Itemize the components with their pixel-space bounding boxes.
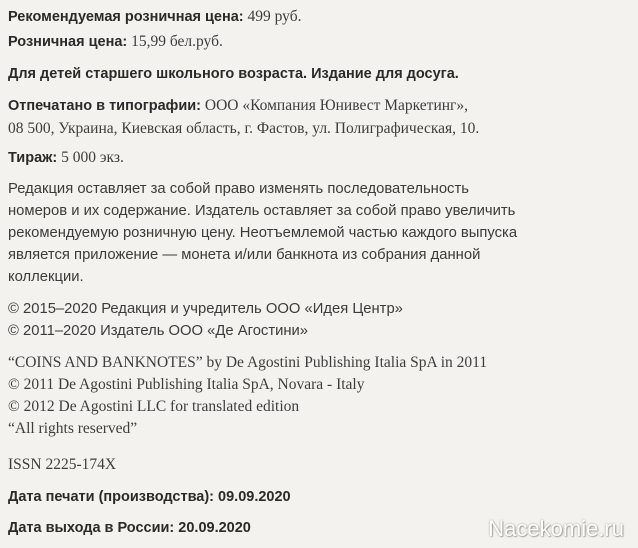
audience-text: Для детей старшего школьного возраста. Издание для досуга. — [8, 66, 459, 82]
recommended-price-line — [8, 6, 302, 28]
copyright-ru-1: © 2015–2020 Редакция и учредитель ООО «Идея Центр» — [8, 301, 403, 317]
recommended-price-label: Рекомендуемая розничная цена: — [8, 9, 244, 25]
notice-line-1: Редакция оставляет за собой право изменять последовательность — [8, 181, 469, 197]
retail-price-value: 15,99 бел.руб. — [127, 33, 223, 50]
retail-price-line — [8, 31, 223, 53]
printed-label: Отпечатано в типографии: — [8, 98, 202, 114]
circulation-line — [8, 147, 124, 169]
copyright-ru-2: © 2011–2020 Издатель ООО «Де Агостини» — [8, 323, 309, 339]
printed-line-1 — [8, 95, 468, 117]
watermark-text: Nacekomie.ru — [488, 516, 624, 541]
release-date-label: Дата выхода в России: — [8, 520, 175, 536]
print-date-value: 09.09.2020 — [214, 489, 291, 505]
release-date-line — [8, 517, 251, 539]
issn-line: ISSN 2225-174X — [8, 456, 117, 473]
copyright-en-2: © 2011 De Agostini Publishing Italia SpA, Novara - Italy — [8, 376, 365, 393]
release-date-value: 20.09.2020 — [174, 520, 251, 536]
printed-line-2 — [8, 118, 479, 140]
audience-line — [8, 63, 459, 85]
notice-line-4: является приложение — монета и/или банкнота из собрания данной — [8, 247, 481, 263]
notice-line-2: номеров и их содержание. Издатель оставляет за собой право увеличить — [8, 203, 516, 219]
retail-price-label: Розничная цена: — [8, 34, 128, 50]
recommended-price-value: 499 руб. — [243, 8, 302, 25]
printed-address: 08 500, Украина, Киевская область, г. Фастов, ул. Полиграфическая, 10. — [8, 120, 480, 137]
circulation-label: Тираж: — [8, 150, 58, 166]
print-date-label: Дата печати (производства): — [8, 489, 215, 505]
circulation-value: 5 000 экз. — [57, 149, 124, 166]
notice-line-5: коллекции. — [8, 269, 84, 285]
printed-company: ООО «Компания Юнивест Маркетинг», — [201, 97, 469, 114]
print-date-line — [8, 486, 291, 508]
notice-line-3: рекомендуемую розничную цену. Неотъемлемой частью каждого выпуска — [8, 225, 518, 241]
copyright-en-3: © 2012 De Agostini LLC for translated edition — [8, 398, 300, 415]
copyright-en-1: “COINS AND BANKNOTES” by De Agostini Publishing Italia SpA in 2011 — [8, 354, 488, 371]
copyright-en-4: “All rights reserved” — [8, 420, 138, 437]
